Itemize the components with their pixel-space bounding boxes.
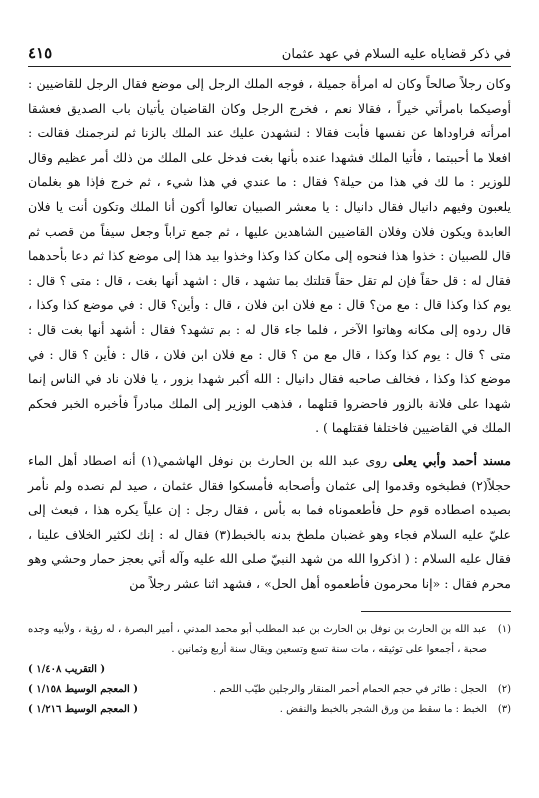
footnotes xyxy=(28,620,511,720)
page-number: ٤١٥ xyxy=(28,44,53,62)
footnote-source: ( المعجم الوسيط ١/١٥٨ ) xyxy=(28,684,138,695)
footnote-text: الحجل : طائر في حجم الحمام أحمر المنقار والرجلين طيّب اللحم . xyxy=(213,684,487,695)
footnote-divider xyxy=(361,611,511,612)
footnote-2 xyxy=(28,680,511,700)
footnote-3-body xyxy=(280,700,511,720)
paragraph-hadith-text: روى عبد الله بن الحارث بن نوفل الهاشمي(١) أنه اصطاد أهل الماء حجلاً(٢) فطبخوه وقدموا إلى عثمان وأصحابه فأمسكوا فقال عثمان ، صيد لم نصده ولم نأمر بصيده اصطاده قوم حل فأطعموناه فما به بأس ، فقال رجل : إن علياً يكره هذا ، فبعث إلى عليّ عليه السلام فجاء وهو غضبان ملطخ بدنه بالخبط(٣) فقال له : إنك لكثير الخلاف علينا ، فقال عليه السلام : ( اذكروا الله من شهد النبيّ صلى الله عليه وآله أتي بعجز حمار وحشي وهو محرم فقال : «إنا محرمون فأطعموه أهل الحل» ، فشهد اثنا عشر رجلاً من xyxy=(28,452,512,591)
footnote-number: (١) xyxy=(497,624,511,635)
footnote-number: (٢) xyxy=(497,684,511,695)
page-header xyxy=(28,36,511,67)
footnote-source: ( التقريب ١/٤٠٨ ) xyxy=(28,664,106,675)
main-text xyxy=(28,72,511,596)
footnote-number: (٣) xyxy=(497,704,511,715)
paragraph-narrative: وكان رجلاً صالحاً وكان له امرأة جميلة ، فوجه الملك الرجل إلى موضع فقال الرجل للقاضيين : أوصيكما بامرأتي خيراً ، فقالا نعم ، فخرج الرجل وكان القاضيان يأتيان باب الصديق فعشقا امرأته فراوداها عن نفسها فأبت فقالا : لنشهدن عليك عند الملك بالزنا ثم لنرجمنك فقالت : افعلا ما أحببتما ، فأتيا الملك فشهدا عنده بأنها بغت فدخل على الملك من ذلك أمر عظيم وقال للوزير : ما لك في هذا من حيلة؟ فقال : ما عندي في هذا شيء ، ثم خرج فإذا هو بغلمان يلعبون وفيهم دانيال فقال دانيال : يا معشر الصبيان تعالوا أكون أنا الملك وتكون أنت يا فلان العابدة ويكون فلان وفلان القاضيين الشاهدين عليها ، ثم جمع تراباً وجعل سيفاً من قصب ثم قال للصبيان : خذوا هذا فنحوه إلى مكان كذا وكذا وخذوا بيد هذا إلى موضع كذا ثم دعا بأحدهما فقال له : قل حقاً فإن لم تقل حقاً قتلتك بما تشهد ، قال : اشهد أنها بغت ، قال : متى ؟ قال : يوم كذا وكذا قال : مع من؟ قال : مع فلان ابن فلان ، قال : وأين؟ قال : في موضع كذا وكذا ، قال ردوه إلى مكانه وهاتوا الآخر ، فلما جاء قال له : بم تشهد؟ فقال : أشهد أنها بغت قال : متى ؟ قال : يوم كذا وكذا ، قال مع من ؟ قال : مع فلان ابن فلان ، قال : فأين ؟ قال : في موضع كذا وكذا ، فخالف صاحبه فقال دانيال : الله أكبر شهدا بزور ، يا فلان ناد في الناس إنما شهدا على فلانة بالزور فاحضروا قتلهما ، فذهب الوزير إلى الملك مبادراً فأخبره الخبر فحكم الملك في القاضيين فاختلفا فقتلهما ) . xyxy=(28,76,511,436)
paragraph-hadith xyxy=(28,449,511,597)
footnote-3 xyxy=(28,700,511,720)
source-heading: مسند أحمد وأبي يعلى xyxy=(392,452,511,468)
footnote-text: عبد الله بن الحارث بن نوفل بن الحارث بن عبد المطلب أبو محمد المدني ، أمير البصرة ، له رؤية ، ولأبيه وجده صحبة ، أجمعوا على توثيقه ، مات سنة تسع وتسعين ويقال سنة أربع وثمانين . xyxy=(28,624,487,655)
footnote-1 xyxy=(28,620,511,660)
running-title: في ذكر قضاياه عليه السلام في عهد عثمان xyxy=(281,47,511,62)
footnote-text: الخبط : ما سقط من ورق الشجر بالخبط والنفض . xyxy=(279,704,487,715)
footnote-source: ( المعجم الوسيط ١/٢١٦ ) xyxy=(28,704,138,715)
footnote-2-body xyxy=(213,680,511,700)
